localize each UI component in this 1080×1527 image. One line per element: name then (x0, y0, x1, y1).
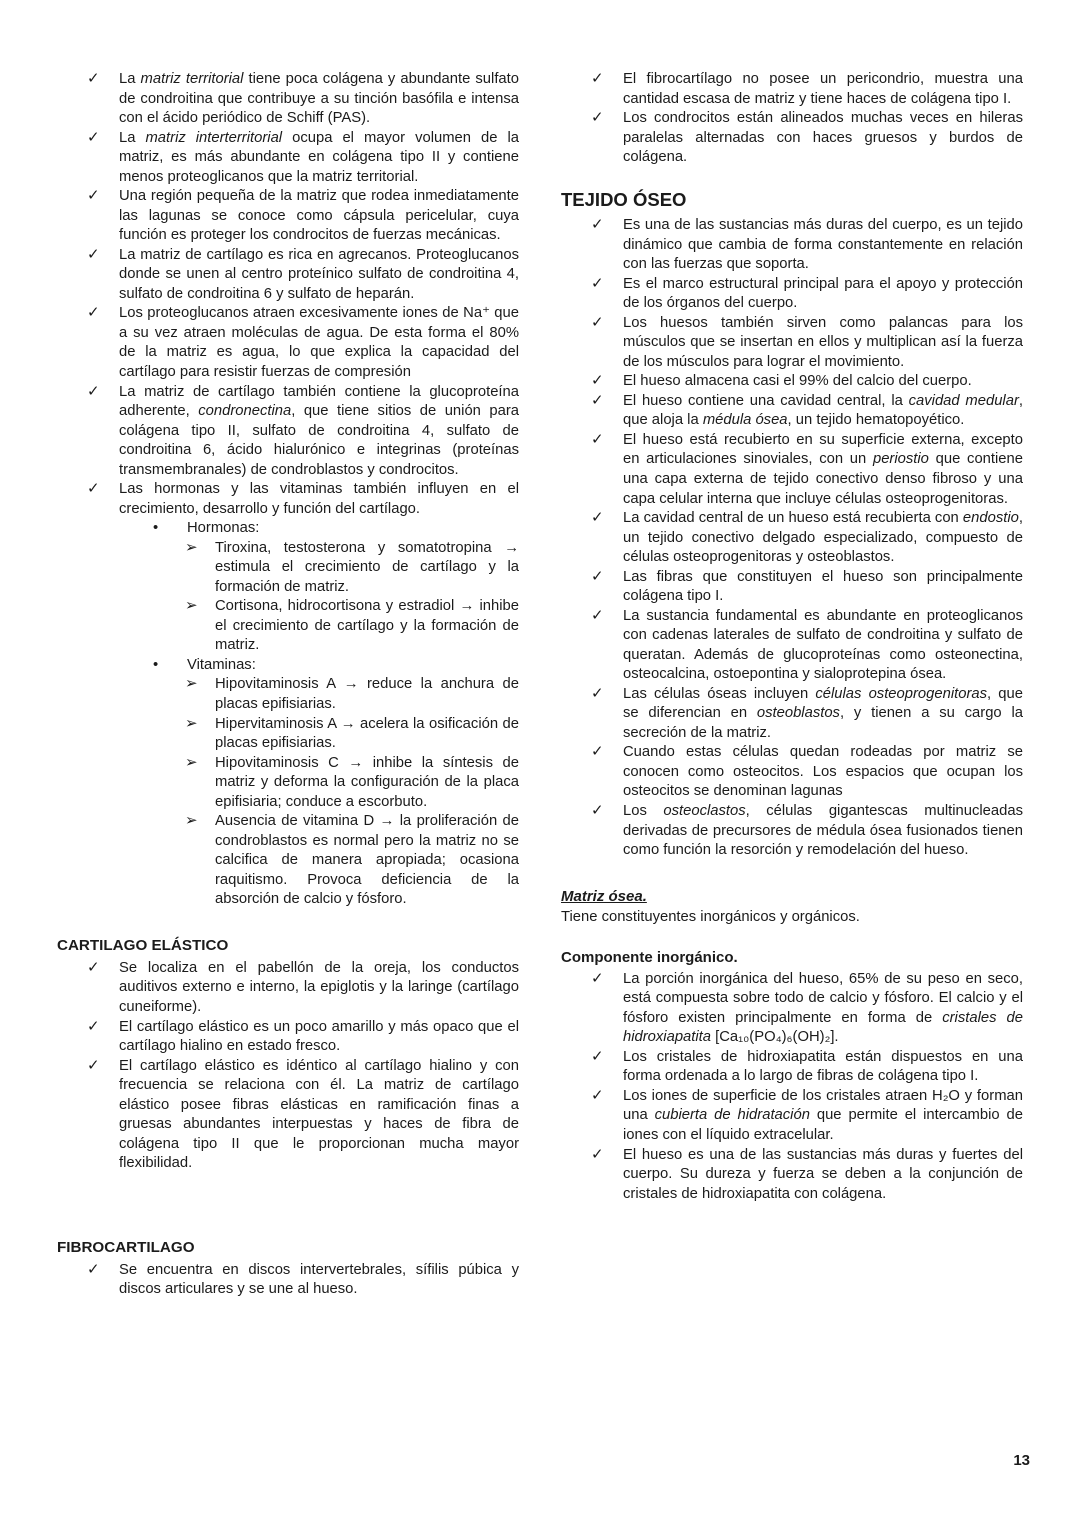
text-run: Las fibras que constituyen el hueso son principalmente colágena tipo I. (623, 568, 1023, 605)
text-run: cavidad medular (908, 392, 1019, 409)
list-item (57, 959, 519, 1018)
text-run: Es el marco estructural principal para el apoyo y protección de los órganos del cuerpo. (623, 275, 1023, 312)
arrow-bullet-icon: ➢ (185, 813, 198, 830)
list-item (57, 1018, 519, 1057)
column-right (561, 70, 1023, 1300)
check-icon: ✓ (87, 1261, 100, 1278)
text-run: El hueso almacena casi el 99% del calcio del cuerpo. (623, 373, 972, 390)
text-run: La (119, 129, 146, 146)
text-run: El hueso es una de las sustancias más duras y fuertes del cuerpo. Su dureza y fuerza se deben a la conjunción de cristales de hidroxiapatita con colágena. (623, 1146, 1023, 1202)
text-run: matriz territorial (140, 71, 244, 87)
check-icon: ✓ (591, 744, 604, 761)
list-item (57, 675, 519, 714)
list-item (561, 1087, 1023, 1146)
list-item (561, 802, 1023, 861)
heading-fibrocartilago: FIBROCARTILAGO (57, 1238, 195, 1256)
text-run: Los huesos también sirven como palancas para los músculos que se insertan en ellos y multiplican así la fuerza de los músculos para lograr el movimiento. (623, 314, 1023, 370)
text-run: La sustancia fundamental es abundante en proteoglicanos con cadenas laterales de sulfato de condroitina y sulfato de queratan. Además de glucoproteínas como osteonectina, osteocalcina, ostoepontina y sialoprotepina ósea. (623, 607, 1023, 683)
text-run: Los (623, 803, 664, 819)
list-item (561, 431, 1023, 509)
text-run: periostio (872, 451, 929, 468)
text-run: Las hormonas y las vitaminas también influyen en el crecimiento, desarrollo y función del cartílago. (119, 481, 519, 517)
text-run: Hipovitaminosis C → inhibe la síntesis de matriz y deforma la configuración de la placa epifisiaria; conduce a escorbuto. (215, 754, 519, 810)
list-item (57, 715, 519, 754)
text-run: que permite el intercambio de iones con el líquido extracelular. (623, 1107, 1023, 1143)
check-icon: ✓ (591, 607, 604, 624)
text-run: Es una de las sustancias más duras del cuerpo, es un tejido dinámico que cambia de forma constantemente en relación con las fuerzas que soporta. (623, 217, 1023, 273)
text-run: [Ca₁₀(PO₄)₆(OH)₂]. (711, 1029, 839, 1046)
list-item (57, 754, 519, 813)
check-icon: ✓ (87, 481, 100, 498)
text-run: La porción inorgánica del hueso, 65% de su peso en seco, está compuesta sobre todo de calcio y fósforo. El calcio y el fósforo existen principalmente en forma de (623, 970, 1023, 1026)
text-run: Los proteoglucanos atraen excesivamente iones de Na⁺ que a su vez atraen moléculas de agua. De esta forma el 80% de la matriz es agua, lo que explica la capacidad del cartílago para resistir fuerzas de compresión (119, 305, 519, 380)
text-run: osteoclastos (663, 803, 746, 819)
text-run: La cavidad central de un hueso está recubierta con (623, 510, 963, 527)
text-run: cubierta de hidratación (654, 1107, 810, 1124)
text-run: , un tejido conectivo delgado especializado, compuesto de células osteoprogenitoras y osteoblastos. (623, 510, 1023, 566)
text-run: endostio (962, 510, 1019, 527)
list-item (561, 970, 1023, 1048)
list-item (561, 70, 1023, 109)
list-item (57, 1261, 519, 1300)
check-icon: ✓ (591, 110, 604, 127)
list-item (57, 597, 519, 656)
list-item (561, 1048, 1023, 1087)
list-item (57, 656, 519, 676)
list-item (561, 685, 1023, 744)
check-icon: ✓ (591, 431, 604, 448)
text-run: , que aloja la (623, 392, 1023, 429)
text-run: Las células óseas incluyen (623, 685, 816, 702)
check-icon: ✓ (87, 71, 100, 87)
text-run: células osteoprogenitoras (815, 685, 988, 702)
check-icon: ✓ (591, 803, 604, 819)
check-icon: ✓ (591, 314, 604, 331)
text-run: Tiroxina, testosterona y somatotropina → estimula el crecimiento de cartílago y la formación de matriz. (215, 539, 519, 595)
list-item (57, 480, 519, 519)
heading-matriz-osea: Matriz ósea. (561, 887, 647, 905)
heading-cartilago-elastico: CARTILAGO ELÁSTICO (57, 936, 229, 954)
text-run: Cuando estas células quedan rodeadas por matriz se conocen como osteocitos. Los espacios que ocupan los osteocitos se denominan lagunas (623, 744, 1023, 800)
list-item (57, 383, 519, 481)
text-run: Los iones de superficie de los cristales atraen H₂O y forman una (623, 1087, 1023, 1124)
list-item (57, 187, 519, 246)
list-item (561, 568, 1023, 607)
spacer (57, 1174, 519, 1212)
text-run: Se encuentra en discos intervertebrales, sífilis púbica y discos articulares y se une al hueso. (119, 1261, 519, 1298)
text-run: El hueso está recubierto en su superficie externa, excepto en articulaciones sinoviales, con un (623, 431, 1023, 468)
bullet-icon: • (153, 520, 159, 537)
check-icon: ✓ (591, 217, 604, 234)
list-item (561, 372, 1023, 392)
list-item (57, 812, 519, 910)
text-run: tiene poca colágena y abundante sulfato de condroitina que contribuye a su tinción basófila e intensa con el ácido periódico de Schiff (PAS). (119, 71, 519, 127)
list-item (57, 539, 519, 598)
check-icon: ✓ (591, 1087, 604, 1104)
text-run: médula ósea (702, 412, 788, 429)
bullet-icon: • (153, 656, 159, 673)
list-item (561, 392, 1023, 431)
arrow-bullet-icon: ➢ (185, 539, 198, 556)
heading-componente-inorganico: Componente inorgánico. (561, 948, 738, 966)
check-icon: ✓ (591, 373, 604, 390)
list-item (57, 304, 519, 382)
text-run: , que tiene sitios de unión para colágena tipo II, sulfato de condroitina 4, sulfato de condroitina 6, ácido hialurónico e integrinas (proteínas transmembranales) de condroblastos y condrocitos. (119, 403, 519, 478)
text-run: cristales de hidroxiapatita (623, 1009, 1023, 1046)
text-run: Cortisona, hidrocortisona y estradiol → inhibe el crecimiento de cartílago y la formación de matriz. (215, 598, 519, 654)
text-run: , que se diferencian en (623, 685, 1023, 722)
list-item (57, 129, 519, 188)
list-item (561, 314, 1023, 373)
check-icon: ✓ (87, 305, 100, 322)
text-run: , un tejido hematopoyético. (787, 412, 965, 429)
text-run: Los condrocitos están alineados muchas veces en hileras paralelas alternadas con haces gruesos y burdos de colágena. (623, 110, 1023, 166)
check-icon: ✓ (87, 188, 100, 205)
text-run: La matriz de cartílago es rica en agrecanos. Proteoglucanos donde se unen al centro proteínico sulfato de condroitina 4, sulfato de condroitina 6 y sulfato de heparán. (119, 246, 519, 302)
list-item (57, 1057, 519, 1174)
text-run: , células gigantescas multinucleadas derivadas de precursores de médula ósea fusionados tienen como función la resorción y remodelación del hueso. (623, 803, 1023, 859)
list-item (561, 743, 1023, 802)
check-icon: ✓ (591, 1146, 604, 1163)
list-item (57, 519, 519, 539)
check-icon: ✓ (87, 383, 100, 400)
text-run: La (119, 71, 141, 87)
text-run: matriz interterritorial (145, 129, 283, 146)
text-run: , y tienen a su cargo la secreción de la matriz. (623, 705, 1023, 741)
text-run: ocupa el mayor volumen de la matriz, es más abundante en colágena tipo II y contiene menos proteoglicanos que la matriz territorial. (119, 129, 520, 185)
text-run: condronectina (198, 403, 292, 420)
check-icon: ✓ (591, 970, 604, 987)
arrow-bullet-icon: ➢ (185, 754, 198, 771)
check-icon: ✓ (591, 275, 604, 292)
list-item (57, 70, 519, 129)
check-icon: ✓ (87, 1057, 100, 1074)
check-icon: ✓ (591, 71, 604, 87)
arrow-bullet-icon: ➢ (185, 598, 198, 615)
text-run: El cartílago elástico es idéntico al cartílago hialino y con frecuencia se relaciona con él. La matriz de cartílago elástico posee fibras elásticas en ramificación finas a gruesas abundantes interpuestas y haces de fibra de colágena tipo II que le proporcionan mucha mayor flexibilidad. (119, 1057, 519, 1172)
heading-tejido-oseo: TEJIDO ÓSEO (561, 188, 687, 210)
text-run: Hipovitaminosis A → reduce la anchura de placas epifisiarias. (215, 676, 519, 712)
check-icon: ✓ (87, 246, 100, 263)
list-item (561, 275, 1023, 314)
column-left (57, 70, 519, 1300)
check-icon: ✓ (591, 1048, 604, 1065)
list-item (561, 607, 1023, 685)
arrow-bullet-icon: ➢ (185, 715, 198, 732)
text-run: Se localiza en el pabellón de la oreja, los conductos auditivos externo e interno, la epiglotis y la laringe (cartílago cuneiforme). (119, 959, 519, 1015)
list-item (561, 509, 1023, 568)
check-icon: ✓ (87, 1018, 100, 1035)
text-run: El hueso contiene una cavidad central, la (623, 392, 909, 409)
text-run: que contiene una capa externa de tejido conectivo denso fibroso y una capa celular interna que incluye células osteoprogenitoras. (623, 451, 1023, 507)
text-run: La matriz de cartílago también contiene la glucoproteína adherente, (119, 383, 519, 420)
text-run: Hormonas: (187, 520, 260, 537)
check-icon: ✓ (591, 510, 604, 527)
text-run: Una región pequeña de la matriz que rodea inmediatamente las lagunas se conoce como cápsula pericelular, cuya función es proteger los condrocitos de fuerzas mecánicas. (119, 188, 519, 244)
text-run: Los cristales de hidroxiapatita están dispuestos en una forma ordenada a lo largo de fibras de colágena tipo I. (623, 1048, 1023, 1085)
check-icon: ✓ (87, 129, 100, 146)
text-run: El cartílago elástico es un poco amarillo y más opaco que el cartílago hialino en estado fresco. (119, 1018, 519, 1055)
page-number: 13 (1013, 1452, 1030, 1469)
list-item (561, 1146, 1023, 1205)
text-run: Ausencia de vitamina D → la proliferación de condroblastos es normal pero la matriz no se calcifica de manera apropiada; ocasiona raquitismo. Provoca deficiencia de la absorción de calcio y fósforo. (215, 813, 519, 908)
text-run: Vitaminas: (187, 656, 256, 673)
check-icon: ✓ (87, 959, 100, 976)
text-run: El fibrocartílago no posee un pericondrio, muestra una cantidad escasa de matriz y tiene haces de colágena tipo I. (623, 71, 1023, 107)
text-run: osteoblastos (756, 705, 840, 722)
list-item (57, 246, 519, 305)
list-item (561, 216, 1023, 275)
check-icon: ✓ (591, 392, 604, 409)
list-item (561, 109, 1023, 168)
paragraph: Tiene constituyentes inorgánicos y orgánicos. (561, 909, 860, 926)
check-icon: ✓ (591, 568, 604, 585)
text-run: Hipervitaminosis A → acelera la osificación de placas epifisiarias. (215, 715, 519, 752)
check-icon: ✓ (591, 685, 604, 702)
arrow-bullet-icon: ➢ (185, 676, 198, 693)
